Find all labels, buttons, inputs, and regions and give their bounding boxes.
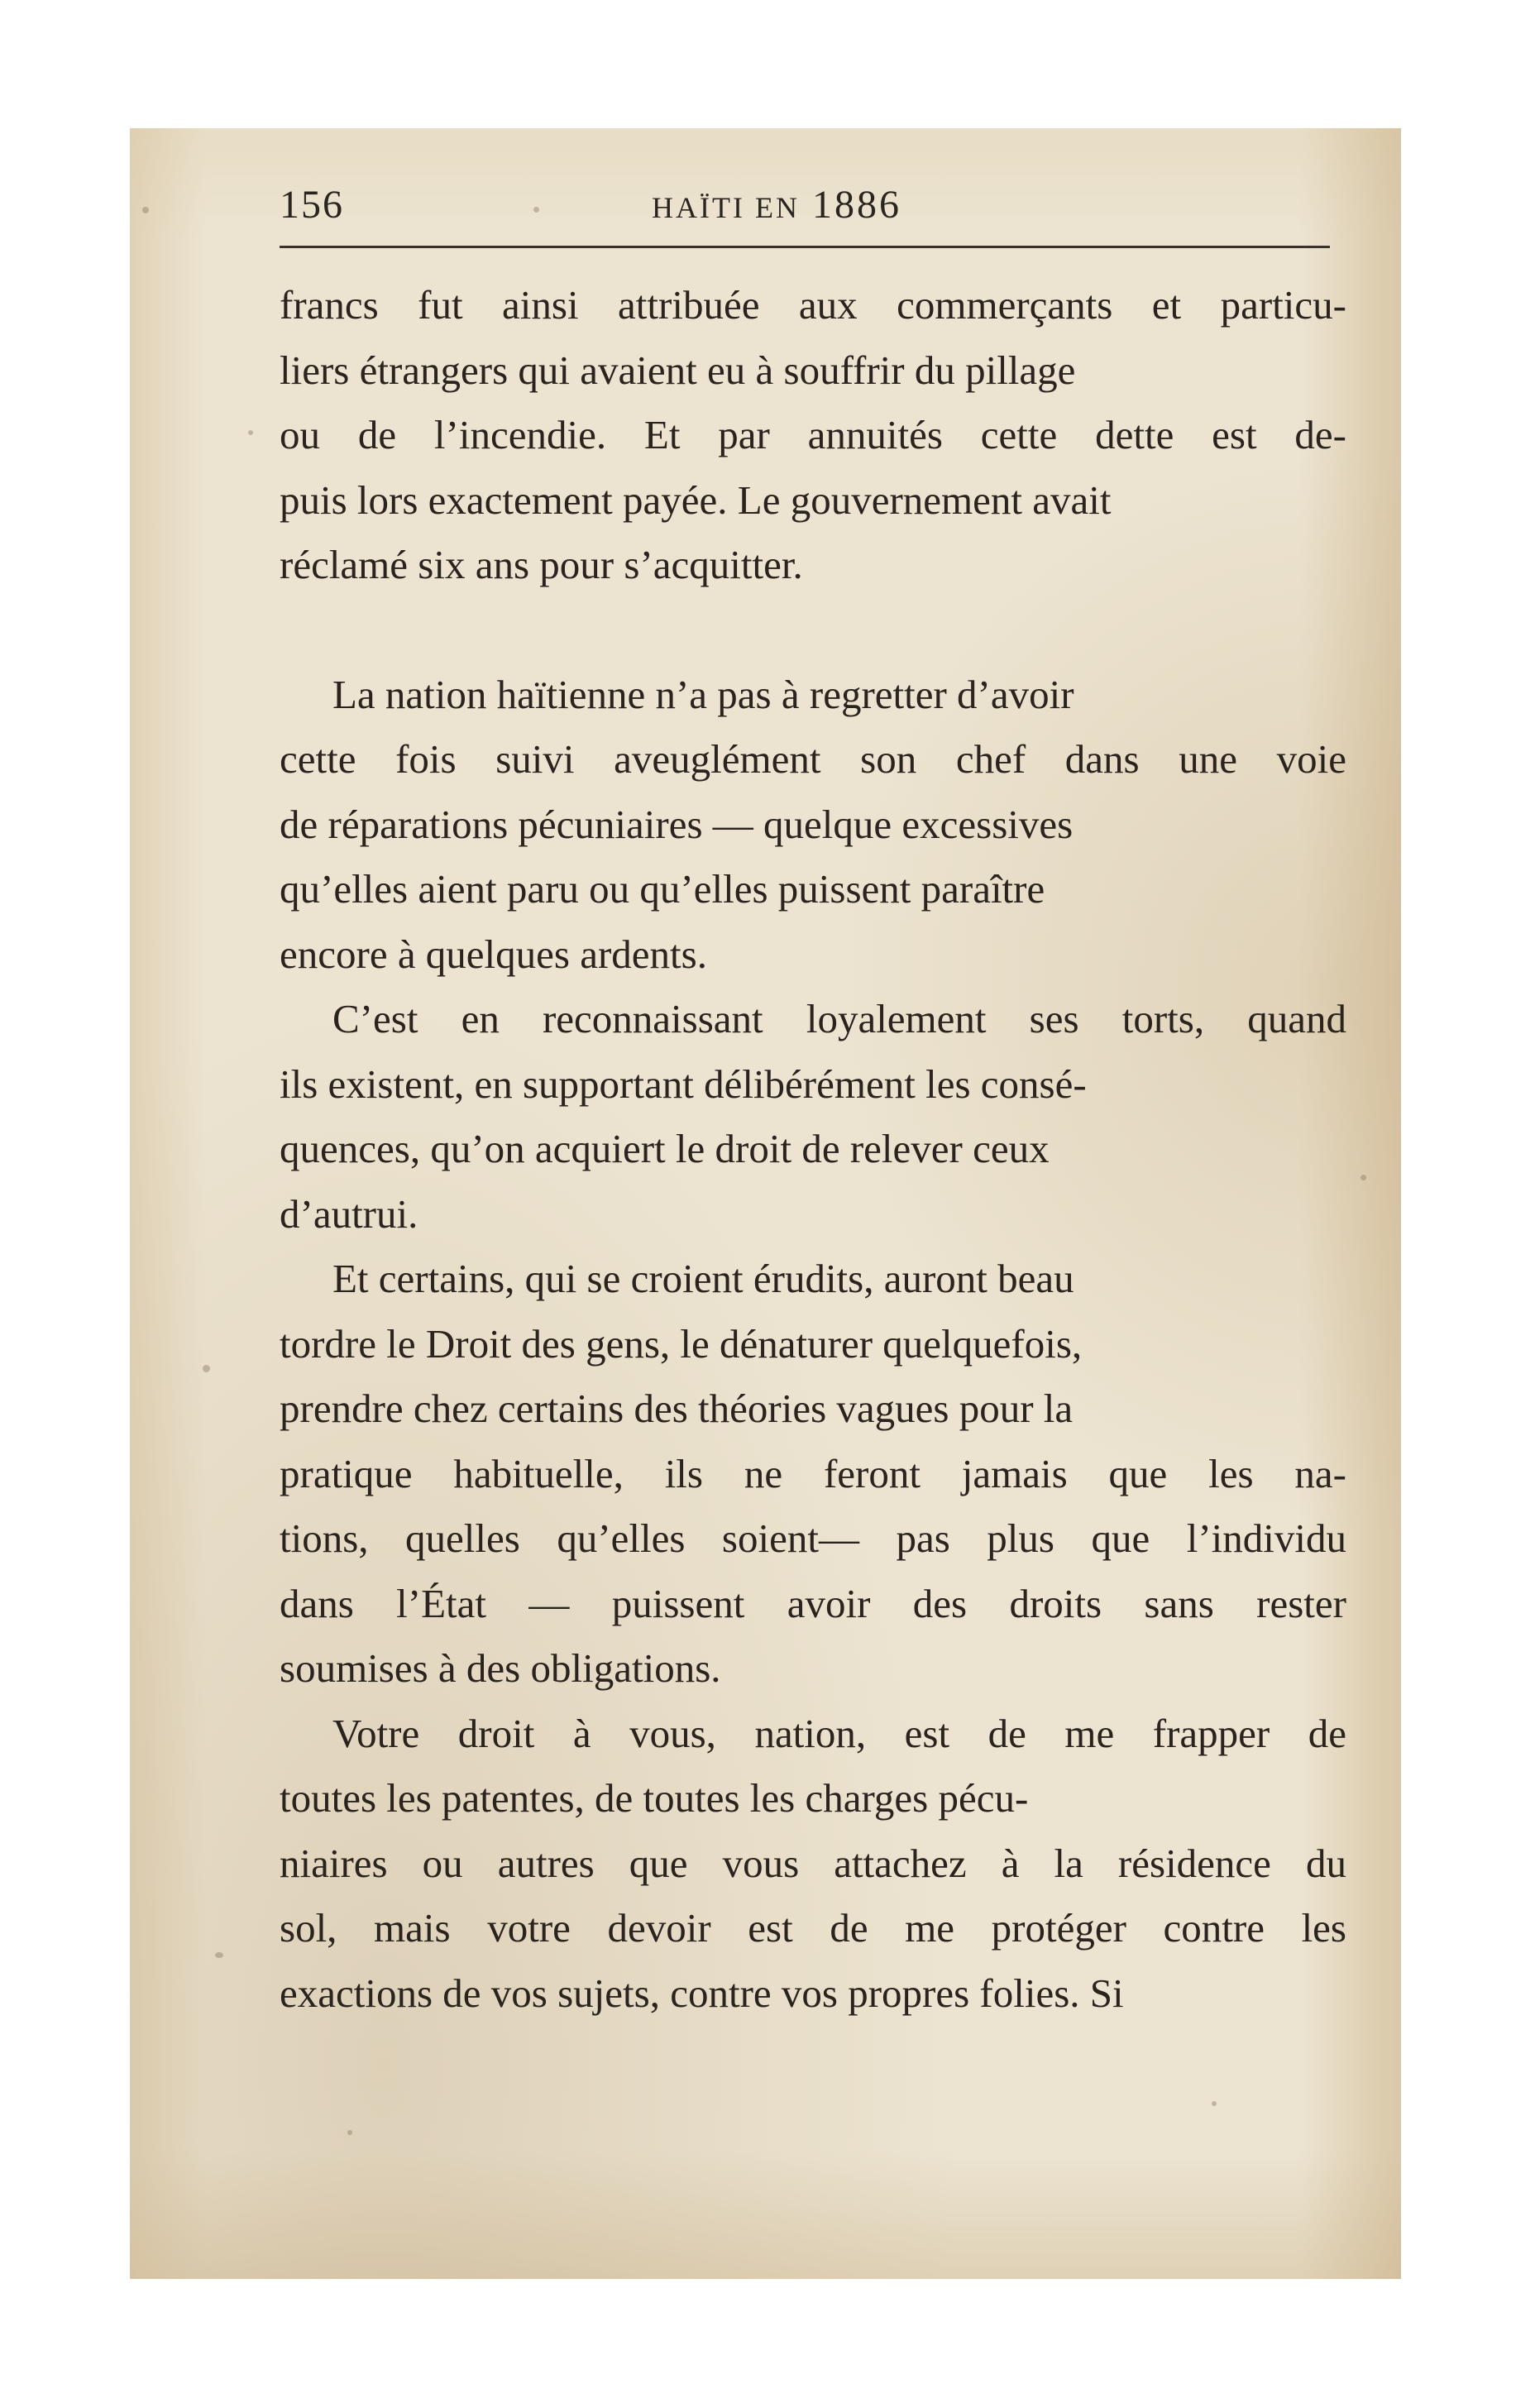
running-title-text: HAÏTI EN	[652, 191, 800, 224]
running-head	[280, 165, 1330, 240]
text-line: de réparations pécuniaires — quelque excessives	[280, 801, 1074, 847]
text-line: quences, qu’on acquiert le droit de relever ceux	[280, 1126, 1050, 1171]
text-line: dans l’État — puissent avoir des droits sans rester	[280, 1580, 1346, 1626]
text-line: soumises à des obligations.	[280, 1645, 721, 1691]
text-line: réclamé six ans pour s’acquitter.	[280, 542, 803, 587]
page-number: 156	[280, 183, 344, 227]
text-line: niaires ou autres que vous attachez à la résidence du	[280, 1840, 1346, 1886]
text-line: Votre droit à vous, nation, est de me frapper de	[332, 1710, 1346, 1756]
paragraph-gap	[280, 598, 1346, 663]
text-line: cette fois suivi aveuglément son chef dans une voie	[280, 736, 1346, 782]
header-rule	[280, 246, 1330, 248]
text-line: ou de l’incendie. Et par annuités cette dette est de-	[280, 412, 1346, 457]
text-line: tordre le Droit des gens, le dénaturer quelquefois,	[280, 1320, 1083, 1367]
text-line: La nation haïtienne n’a pas à regretter d’avoir	[332, 671, 1074, 717]
text-line: pratique habituelle, ils ne feront jamais que les na-	[280, 1450, 1346, 1496]
text-line: qu’elles aient paru ou qu’elles puissent paraître	[280, 866, 1045, 912]
text-line: liers étrangers qui avaient eu à souffrir du pillage	[280, 347, 1076, 393]
body-text	[280, 273, 1346, 2026]
text-line: d’autrui.	[280, 1190, 418, 1237]
text-line: ils existent, en supportant délibérément les consé-	[280, 1060, 1087, 1107]
text-line: sol, mais votre devoir est de me protéger contre les	[280, 1905, 1346, 1951]
text-line: toutes les patentes, de toutes les charges pécu-	[280, 1775, 1029, 1821]
text-line: puis lors exactement payée. Le gouvernement avait	[280, 476, 1112, 523]
text-line: C’est en reconnaissant loyalement ses torts, quand	[332, 996, 1346, 1041]
text-line: encore à quelques ardents.	[280, 931, 707, 977]
text-line: prendre chez certains des théories vagues pour la	[280, 1386, 1074, 1431]
running-title-year: 1886	[811, 183, 901, 227]
running-title	[652, 182, 901, 227]
text-line: exactions de vos sujets, contre vos propres folies. Si	[280, 1970, 1124, 2016]
text-line: francs fut ainsi attribuée aux commerçants et particu-	[280, 282, 1346, 328]
text-line: tions, quelles qu’elles soient— pas plus que l’individu	[280, 1515, 1346, 1561]
text-line: Et certains, qui se croient érudits, auront beau	[332, 1256, 1074, 1301]
